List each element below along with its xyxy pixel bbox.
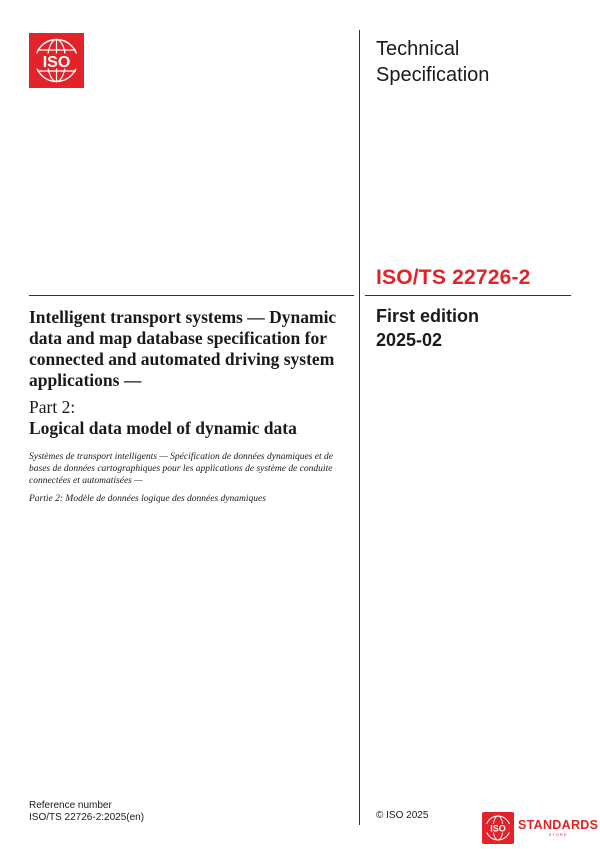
horizontal-divider-left <box>29 295 354 296</box>
document-number: ISO/TS 22726-2 <box>376 266 531 289</box>
store-mark-text: ISO <box>490 823 506 834</box>
part-title: Logical data model of dynamic data <box>29 418 297 438</box>
edition-block <box>376 304 479 352</box>
part-label: Part 2: <box>29 397 76 417</box>
document-type-line1: Technical <box>376 38 460 60</box>
horizontal-divider-right <box>365 295 571 296</box>
store-word: STANDARDS <box>518 818 599 832</box>
document-type-line2: Specification <box>376 64 490 86</box>
standards-store-logo <box>482 812 598 844</box>
edition-label: First edition <box>376 306 479 326</box>
title-main-english: Intelligent transport systems — Dynamic data and map database specification for connected and automated driving system applications — <box>29 307 337 390</box>
iso-logo-text: ISO <box>42 54 71 71</box>
store-text <box>518 819 598 837</box>
reference-label: Reference number <box>29 800 112 811</box>
store-mark-icon <box>482 812 514 844</box>
part-title-french: Partie 2: Modèle de données logique des données dynamiques <box>29 494 266 504</box>
title-main-french: Systèmes de transport intelligents — Spécification de données dynamiques et de bases de données cartographiques pour les applications de système de conduite connectées et automatisées — <box>29 452 333 486</box>
vertical-divider <box>359 30 360 825</box>
edition-date: 2025-02 <box>376 330 443 350</box>
reference-number: ISO/TS 22726-2:2025(en) <box>29 812 145 823</box>
title-block <box>29 307 349 505</box>
store-sub: STORE <box>548 832 568 837</box>
document-type <box>376 36 489 88</box>
copyright: © ISO 2025 <box>376 810 429 821</box>
iso-logo-icon <box>29 33 84 88</box>
